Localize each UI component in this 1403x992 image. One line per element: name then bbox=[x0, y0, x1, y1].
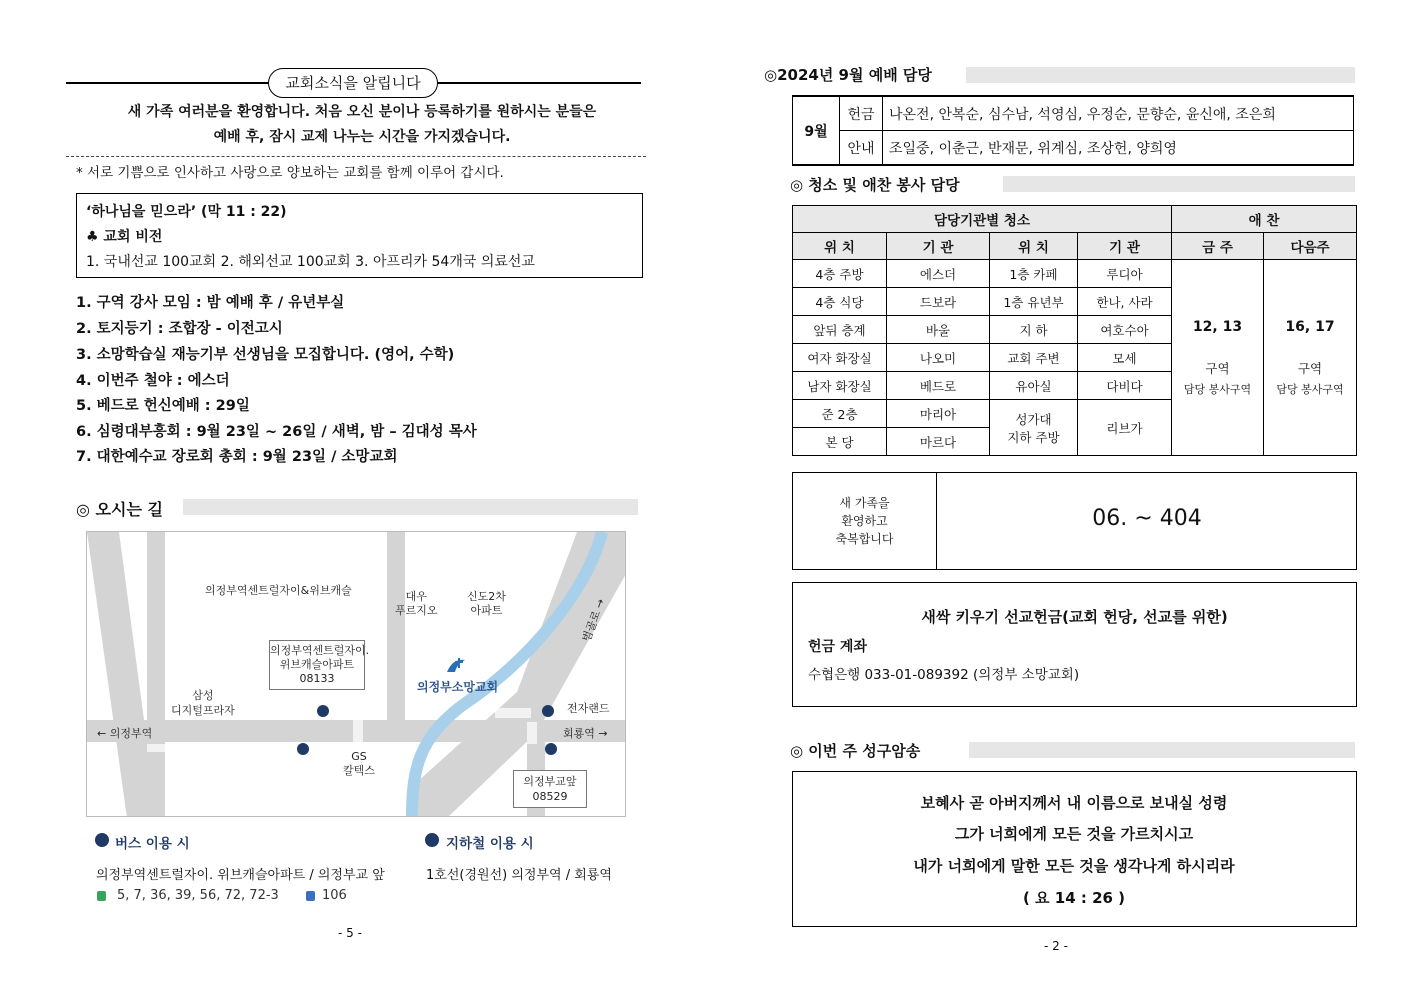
clean-cell: 4층 주방 bbox=[793, 260, 887, 288]
shindo-line1: 신도2차 bbox=[467, 590, 506, 603]
clean-cell: 다비다 bbox=[1078, 372, 1172, 400]
clean-merged-org: 리브가 bbox=[1078, 400, 1172, 456]
worship-role: 안내 bbox=[840, 131, 883, 166]
stop2-line1: 의정부교앞 bbox=[523, 775, 577, 788]
clean-subheader: 기 관 bbox=[1078, 233, 1172, 260]
subway-icon bbox=[425, 833, 439, 847]
news-item: 7. 대한예수교 장로회 총회 : 9월 23일 / 소망교회 bbox=[76, 449, 398, 465]
cleaning-title-bar bbox=[1003, 176, 1355, 192]
clean-subheader: 금 주 bbox=[1172, 233, 1264, 260]
new-family-line1: 새 가족을 bbox=[839, 496, 890, 510]
clean-subheader: 기 관 bbox=[887, 233, 990, 260]
map-label-samsung bbox=[171, 688, 235, 718]
welcome-line-2: 예배 후, 잠시 교제 나누는 시간을 가지겠습니다. bbox=[213, 129, 511, 145]
worship-month: 9월 bbox=[793, 96, 840, 165]
bus-stop-info: 의정부역센트럴자이. 위브캐슬아파트 / 의정부교 앞 bbox=[96, 868, 385, 883]
cleaning-title: ◎ 청소 및 애찬 봉사 담당 bbox=[790, 176, 960, 194]
clean-cell: 4층 식당 bbox=[793, 288, 887, 316]
clean-cell: 준 2층 bbox=[793, 400, 887, 428]
subway-info: 1호선(경원선) 의정부역 / 회룡역 bbox=[426, 868, 612, 883]
clean-cell: 모세 bbox=[1078, 344, 1172, 372]
map-label-church: 의정부소망교회 bbox=[417, 680, 499, 694]
clean-cell: 본 당 bbox=[793, 428, 887, 456]
memory-verse-title-bar bbox=[969, 742, 1355, 758]
bus-stop-icon bbox=[317, 705, 329, 717]
stop1-line1: 의정부역센트럴자이. bbox=[270, 644, 370, 657]
clean-cell: 여자 화장실 bbox=[793, 344, 887, 372]
map-label-road: 범골로 → bbox=[580, 596, 608, 644]
samsung-line1: 삼성 bbox=[192, 689, 214, 702]
vision-title: ♣ 교회 비전 bbox=[86, 229, 163, 245]
news-item: 5. 베드로 헌신예배 : 29일 bbox=[76, 398, 250, 414]
gs-line1: GS bbox=[351, 750, 367, 763]
directions-title: ◎ 오시는 길 bbox=[76, 500, 163, 519]
bus-stop-icon bbox=[542, 705, 554, 717]
table-row bbox=[793, 260, 1357, 288]
clean-cell: 유아실 bbox=[990, 372, 1078, 400]
meal-next-week-sub2: 담당 봉사구역 bbox=[1276, 382, 1344, 396]
clean-cell: 루디아 bbox=[1078, 260, 1172, 288]
cleaning-table bbox=[792, 205, 1357, 456]
map-label-electroland: 전자랜드 bbox=[567, 702, 610, 715]
clean-cell: 여호수아 bbox=[1078, 316, 1172, 344]
map-label-right-direction: 회룡역 → bbox=[563, 727, 608, 740]
theme-verse: ‘하나님을 믿으라’ (막 11 : 22) bbox=[86, 204, 287, 220]
meal-next-week-sub1: 구역 bbox=[1297, 360, 1323, 376]
fellowship-note: * 서로 기쁨으로 인사하고 사랑으로 양보하는 교회를 함께 이루어 갑시다. bbox=[76, 165, 504, 181]
offering-account: 수협은행 033-01-089392 (의정부 소망교회) bbox=[808, 667, 1080, 683]
offering-box bbox=[792, 582, 1357, 707]
daewoo-line2: 푸르지오 bbox=[395, 604, 438, 617]
clean-cell: 남자 화장실 bbox=[793, 372, 887, 400]
dashed-divider bbox=[66, 156, 646, 157]
page-number-left: - 5 - bbox=[338, 926, 362, 940]
clean-cell: 교회 주변 bbox=[990, 344, 1078, 372]
notice-title: 교회소식을 알립니다 bbox=[268, 68, 438, 98]
worship-title: ◎2024년 9월 예배 담당 bbox=[764, 66, 932, 84]
news-item: 2. 토지등기 : 조합장 - 이전고시 bbox=[76, 321, 283, 337]
offering-label: 헌금 계좌 bbox=[808, 639, 867, 655]
subway-title: 지하철 이용 시 bbox=[446, 836, 534, 852]
verse-line: 보혜사 곧 아버지께서 내 이름으로 보내실 성령 bbox=[920, 794, 1228, 812]
worship-names: 조일중, 이춘근, 반재문, 위계심, 조상헌, 양희영 bbox=[883, 131, 1354, 166]
clean-cell: 앞뒤 층계 bbox=[793, 316, 887, 344]
worship-role: 헌금 bbox=[840, 96, 883, 131]
notice-rule-left bbox=[66, 82, 270, 84]
verse-line: 내가 너희에게 말한 모든 것을 생각나게 하시리라 bbox=[913, 857, 1235, 875]
new-family-label bbox=[793, 494, 936, 548]
meal-next-week bbox=[1264, 260, 1357, 456]
merged-loc-line2: 지하 주방 bbox=[1007, 429, 1060, 445]
stop2-code: 08529 bbox=[532, 790, 568, 803]
clean-cell: 마리아 bbox=[887, 400, 990, 428]
clean-cell: 1층 카페 bbox=[990, 260, 1078, 288]
clean-cell: 베드로 bbox=[887, 372, 990, 400]
gs-line2: 칼텍스 bbox=[343, 764, 375, 777]
meal-this-week bbox=[1172, 260, 1264, 456]
map-stop1-box bbox=[269, 640, 370, 690]
map-label-gs bbox=[343, 750, 375, 778]
green-bus-icon bbox=[97, 891, 106, 901]
clean-subheader: 다음주 bbox=[1264, 233, 1357, 260]
meal-this-week-value: 12, 13 bbox=[1192, 318, 1243, 335]
meal-this-week-sub1: 구역 bbox=[1205, 360, 1230, 376]
clean-cell: 1층 유년부 bbox=[990, 288, 1078, 316]
news-item: 1. 구역 강사 모임 : 밤 예배 후 / 유년부실 bbox=[76, 295, 345, 311]
map-label-shindo bbox=[467, 590, 506, 618]
new-family-line2: 환영하고 bbox=[841, 514, 888, 528]
vision-items: 1. 국내선교 100교회 2. 해외선교 100교회 3. 아프리카 54개국 의료선교 bbox=[86, 254, 535, 270]
verse-line: 그가 너희에게 모든 것을 가르치시고 bbox=[954, 825, 1194, 843]
clean-cell: 드보라 bbox=[887, 288, 990, 316]
bus-icon bbox=[95, 833, 109, 847]
worship-names: 나온전, 안복순, 심수남, 석영심, 우정순, 문향순, 윤신애, 조은희 bbox=[883, 96, 1354, 131]
offering-title: 새싹 키우기 선교헌금(교회 헌당, 선교를 위한) bbox=[921, 608, 1228, 626]
church-logo-icon bbox=[445, 656, 467, 674]
samsung-line2: 디지털프라자 bbox=[171, 704, 235, 717]
worship-table bbox=[792, 95, 1354, 166]
new-family-value: 06. ~ 404 bbox=[1092, 506, 1202, 531]
clean-subheader: 위 치 bbox=[990, 233, 1078, 260]
shindo-line2: 아파트 bbox=[470, 604, 503, 617]
daewoo-line1: 대우 bbox=[405, 590, 427, 603]
clean-cell: 지 하 bbox=[990, 316, 1078, 344]
bus-routes-blue: 106 bbox=[322, 888, 347, 903]
worship-title-bar bbox=[966, 67, 1355, 83]
stop1-line2: 위브캐슬아파트 bbox=[279, 658, 355, 671]
map-label-daewoo bbox=[395, 590, 438, 618]
bus-routes-green: 5, 7, 36, 39, 56, 72, 72-3 bbox=[117, 888, 279, 903]
clean-cell: 에스더 bbox=[887, 260, 990, 288]
map-label-left-direction: ← 의정부역 bbox=[97, 727, 153, 740]
merged-loc-line1: 성가대 bbox=[1015, 411, 1052, 427]
clean-subheader: 위 치 bbox=[793, 233, 887, 260]
blue-bus-icon bbox=[306, 891, 315, 901]
meal-next-week-value: 16, 17 bbox=[1285, 318, 1335, 335]
clean-cell: 한나, 사라 bbox=[1078, 288, 1172, 316]
bus-title: 버스 이용 시 bbox=[115, 836, 190, 852]
directions-title-bar bbox=[183, 499, 638, 515]
page-number-right: - 2 - bbox=[1044, 939, 1068, 953]
verse-reference: ( 요 14 : 26 ) bbox=[1022, 889, 1126, 907]
bus-stop-icon bbox=[297, 743, 309, 755]
map-label-central: 의정부역센트럴자이&위브캐슬 bbox=[205, 584, 352, 597]
clean-cell: 마르다 bbox=[887, 428, 990, 456]
meal-this-week-sub2: 담당 봉사구역 bbox=[1183, 382, 1252, 396]
clean-merged-location bbox=[990, 400, 1078, 456]
new-family-line3: 축복합니다 bbox=[835, 532, 894, 546]
news-item: 4. 이번주 철야 : 에스더 bbox=[76, 373, 230, 389]
welcome-line-1: 새 가족 여러분을 환영합니다. 처음 오신 분이나 등록하기를 원하시는 분들은 bbox=[127, 104, 597, 120]
bus-stop-icon bbox=[545, 743, 557, 755]
clean-header-main: 담당기관별 청소 bbox=[793, 206, 1172, 233]
memory-verse-title: ◎ 이번 주 성구암송 bbox=[790, 742, 921, 760]
notice-rule-right bbox=[434, 82, 641, 84]
news-item: 3. 소망학습실 재능기부 선생님을 모집합니다. (영어, 수학) bbox=[76, 347, 455, 363]
clean-header-meal: 애 찬 bbox=[1172, 206, 1357, 233]
stop1-code: 08133 bbox=[299, 672, 335, 685]
location-map bbox=[86, 531, 626, 817]
news-item: 6. 심령대부흥회 : 9월 23일 ~ 26일 / 새벽, 밤 – 김대성 목사 bbox=[76, 424, 477, 440]
clean-cell: 바울 bbox=[887, 316, 990, 344]
clean-cell: 나오미 bbox=[887, 344, 990, 372]
map-stop2-box bbox=[513, 770, 587, 808]
